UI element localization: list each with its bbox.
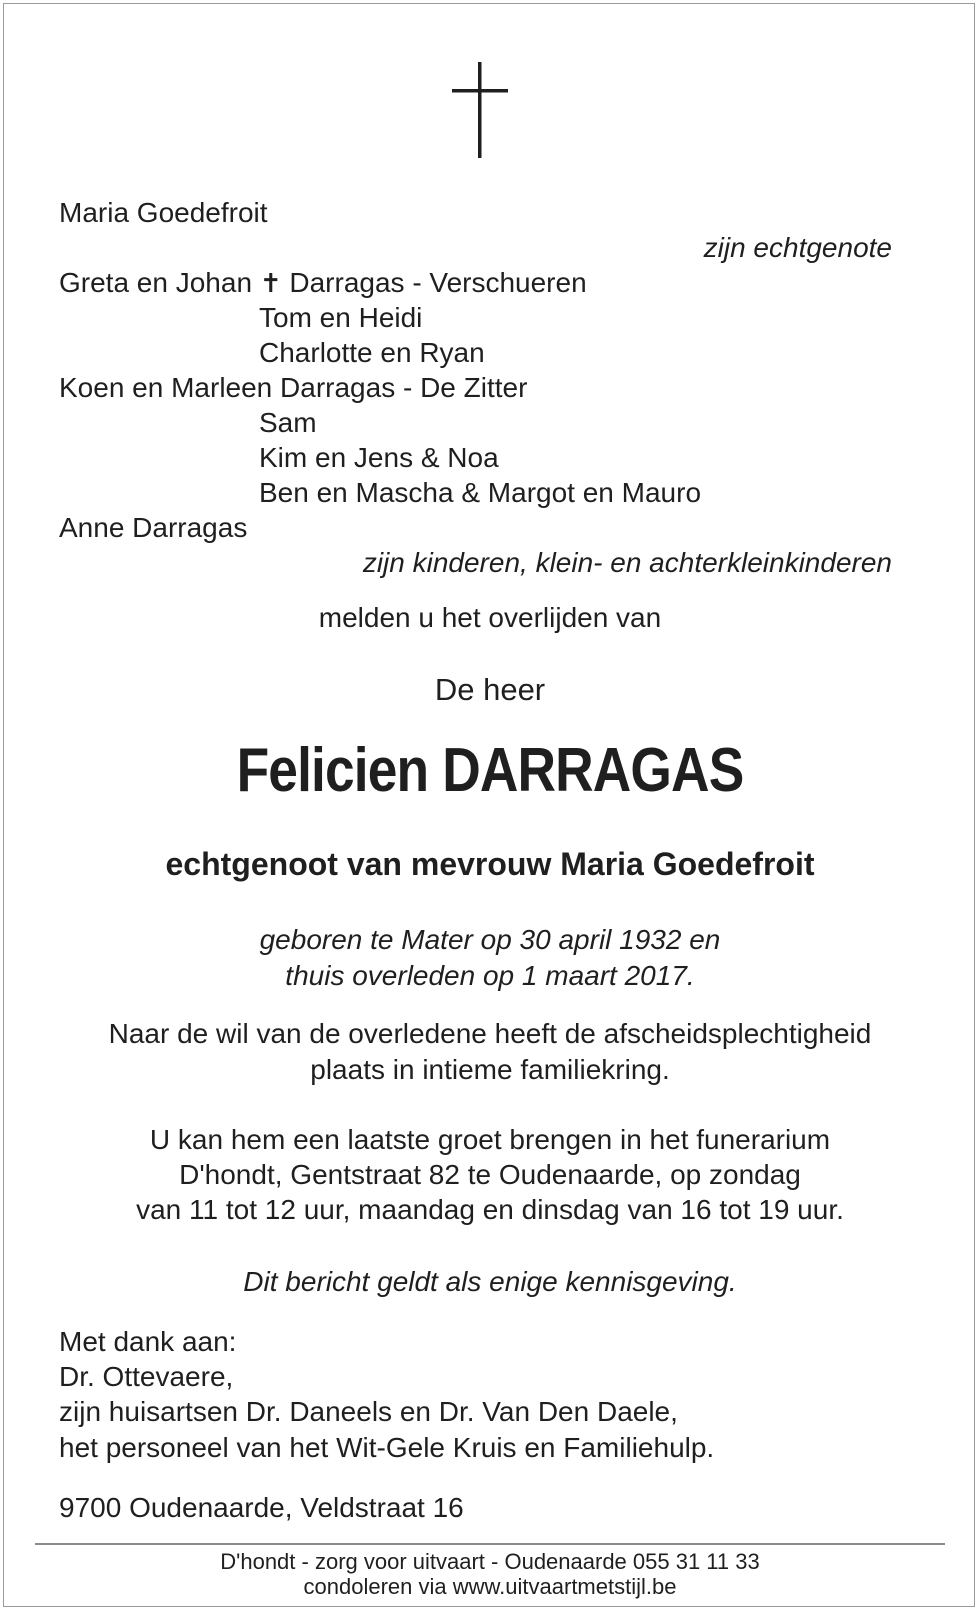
home-address: 9700 Oudenaarde, Veldstraat 16 <box>59 1492 464 1523</box>
grandchild-1: Tom en Heidi <box>259 302 423 333</box>
child-line-2: Koen en Marleen Darragas - De Zitter <box>59 372 528 403</box>
grandchild-3: Sam <box>259 407 317 438</box>
deceased-name: Felicien DARRAGAS <box>236 736 744 805</box>
child1-names: Greta en Johan <box>59 267 253 298</box>
visit-line-3: van 11 tot 12 uur, maandag en dinsdag van 16 tot 19 uur. <box>136 1194 844 1225</box>
children-role: zijn kinderen, klein- en achterkleinkinderen <box>362 547 892 578</box>
footer-line-1: D'hondt - zorg voor uitvaart - Oudenaarde 055 31 11 33 <box>220 1549 760 1574</box>
salutation: De heer <box>434 672 546 707</box>
grandchild-5: Ben en Mascha & Margot en Mauro <box>259 477 702 508</box>
footer-line-2: condoleren via www.uitvaartmetstijl.be <box>303 1574 677 1599</box>
child-line-1 <box>59 265 587 301</box>
footer-divider <box>35 1543 945 1545</box>
notice-line: Dit bericht geldt als enige kennisgeving. <box>243 1266 737 1297</box>
ceremony-line-2: plaats in intieme familiekring. <box>310 1054 670 1085</box>
deceased-cross-icon: ✝ <box>259 268 282 298</box>
thanks-line-1: Dr. Ottevaere, <box>59 1361 234 1392</box>
birth-line: geboren te Mater op 30 april 1932 en <box>259 924 721 955</box>
grandchild-2: Charlotte en Ryan <box>259 337 485 368</box>
grandchild-4: Kim en Jens & Noa <box>259 442 499 473</box>
visit-line-2: D'hondt, Gentstraat 82 te Oudenaarde, op zondag <box>179 1159 801 1190</box>
spouse-role: zijn echtgenote <box>703 232 892 263</box>
visit-line-1: U kan hem een laatste groet brengen in het funerarium <box>149 1124 831 1155</box>
child1-surname: Darragas - Verschueren <box>289 267 587 298</box>
thanks-line-3: het personeel van het Wit-Gele Kruis en Familiehulp. <box>59 1432 715 1463</box>
death-line: thuis overleden op 1 maart 2017. <box>285 960 695 991</box>
ceremony-line-1: Naar de wil van de overledene heeft de afscheidsplechtigheid <box>108 1018 872 1049</box>
thanks-line-2: zijn huisartsen Dr. Daneels en Dr. Van Den Daele, <box>59 1396 678 1427</box>
spouse-name: Maria Goedefroit <box>59 197 268 228</box>
cross-icon <box>452 62 508 158</box>
announcement-intro: melden u het overlijden van <box>318 602 662 633</box>
child-line-3: Anne Darragas <box>59 512 248 543</box>
thanks-heading: Met dank aan: <box>59 1326 237 1357</box>
relation-line: echtgenoot van mevrouw Maria Goedefroit <box>165 846 815 882</box>
